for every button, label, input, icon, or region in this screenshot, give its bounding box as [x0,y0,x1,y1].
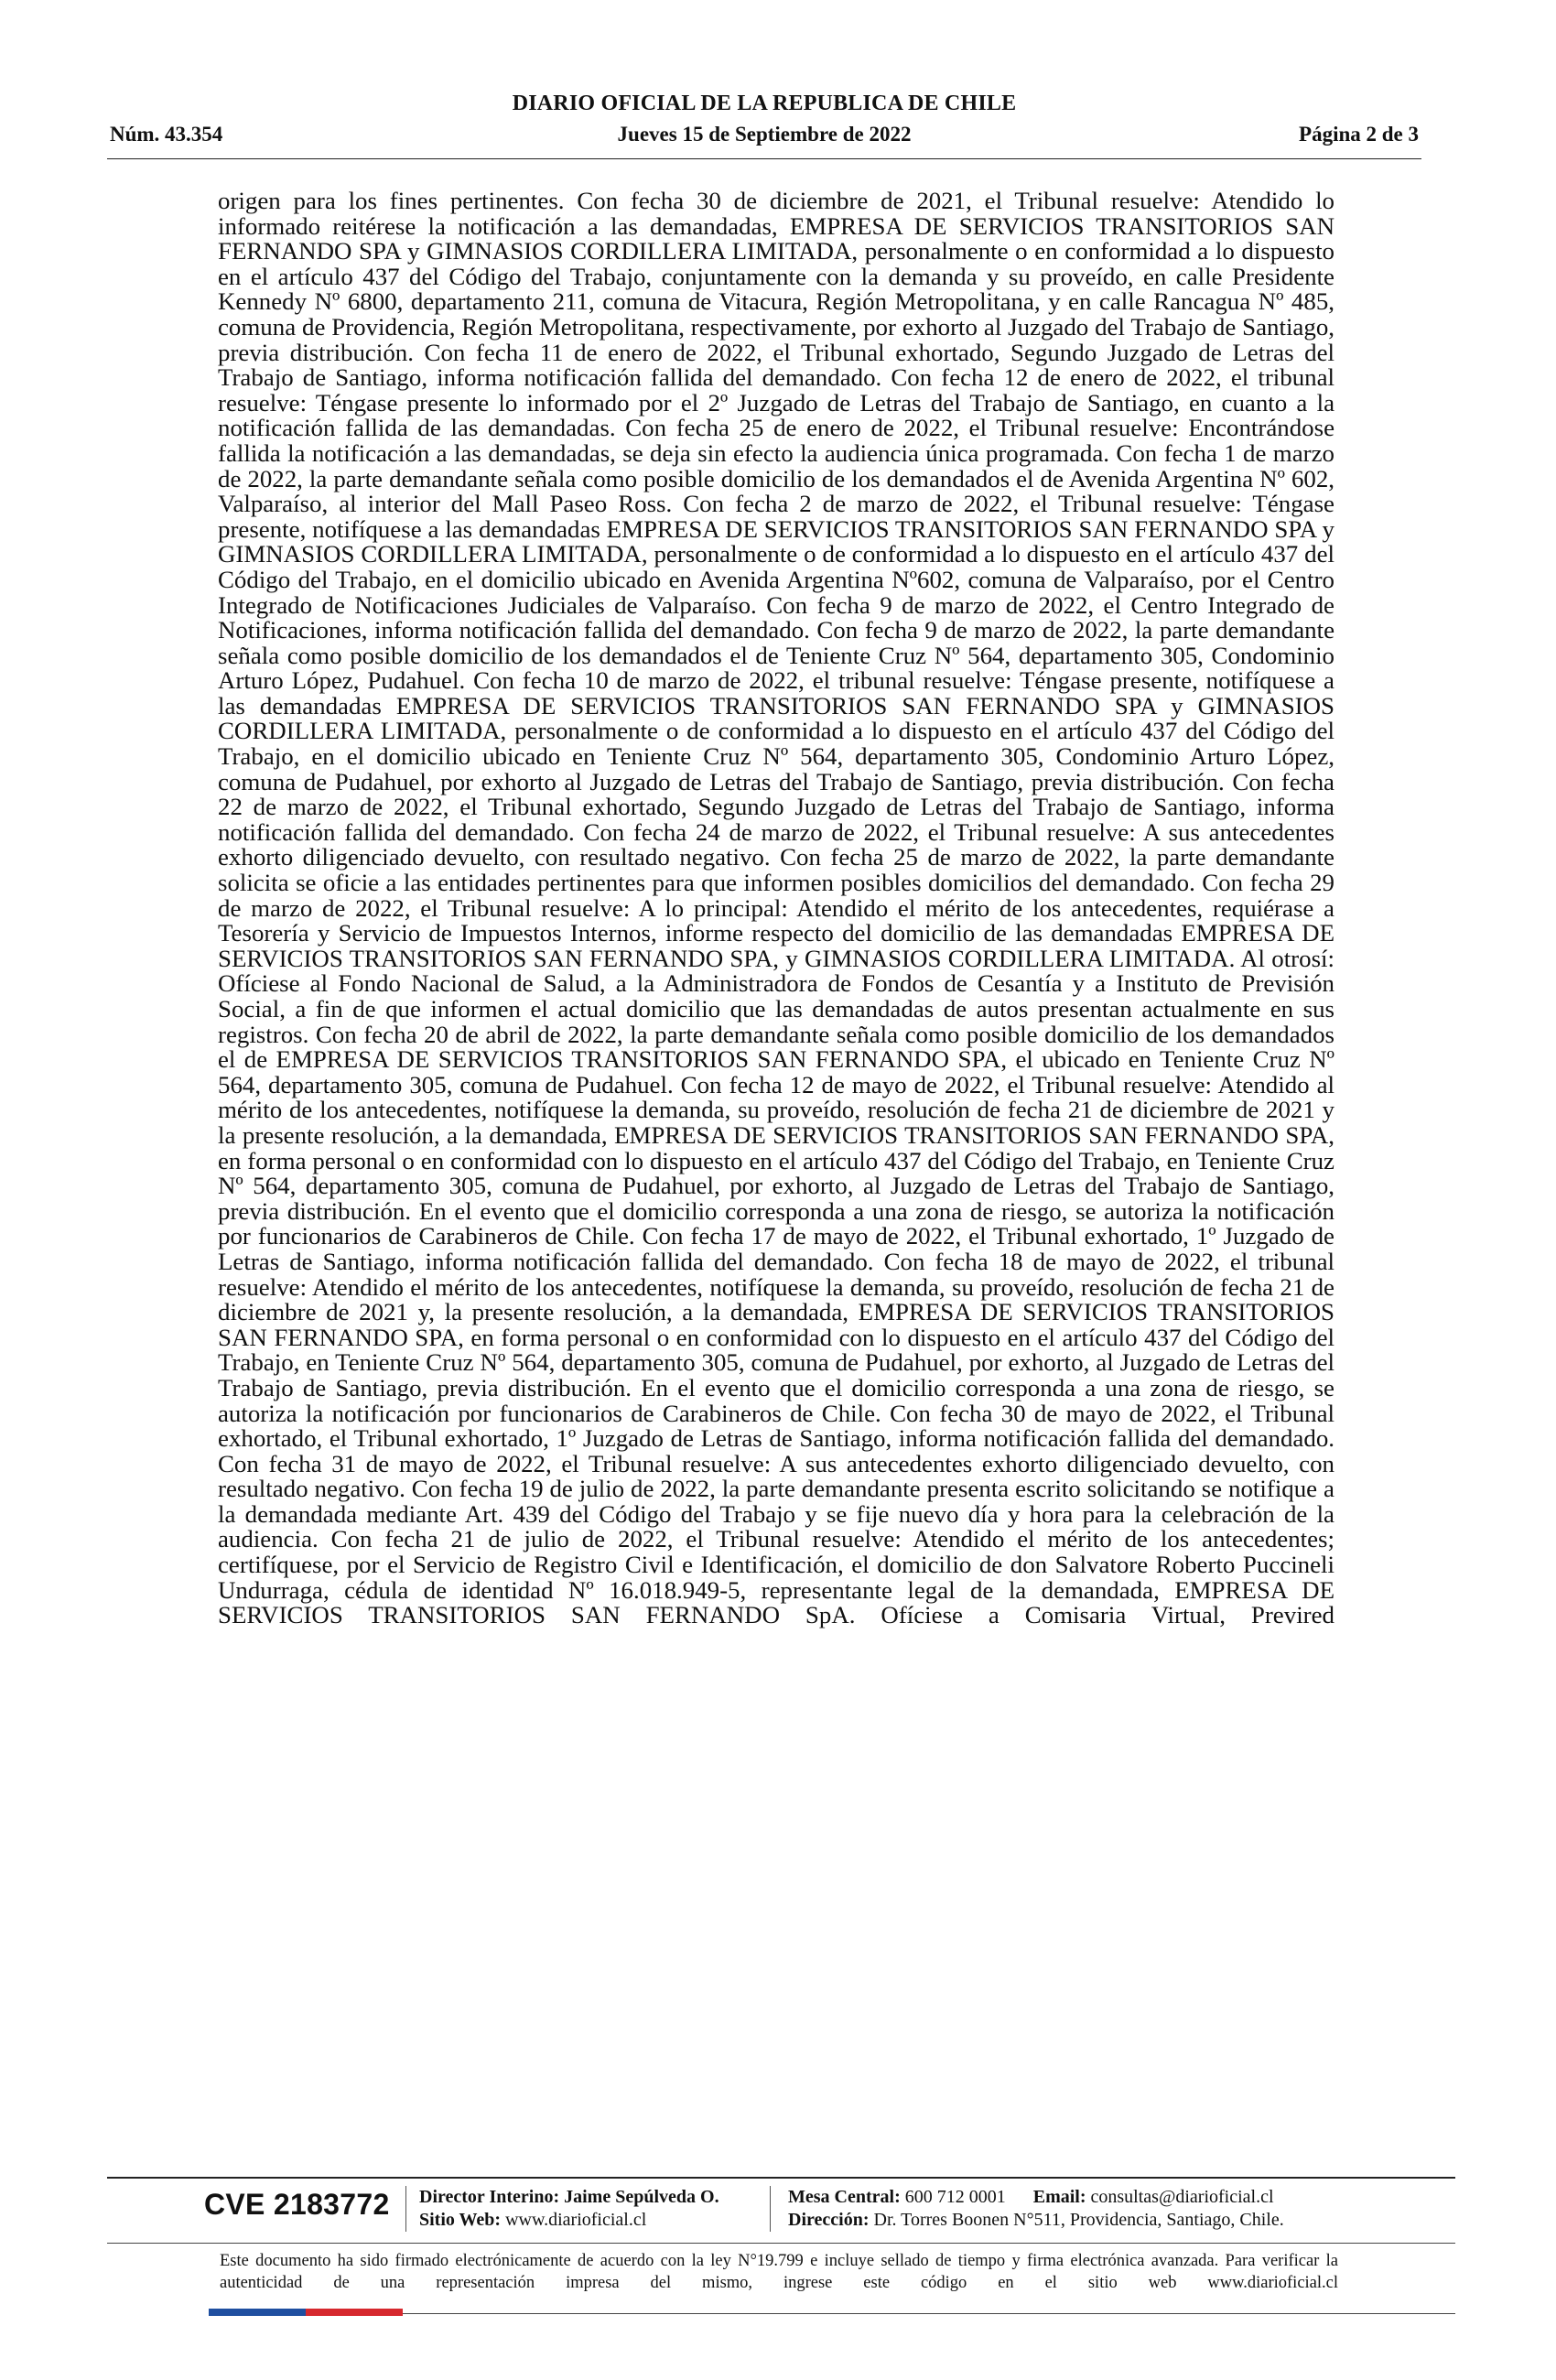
document-body-text: origen para los fines pertinentes. Con fecha 30 de diciembre de 2021, el Tribunal resuelve: Atendido lo informado reitérese la notificación a las demandadas, EMPRESA DE SERVICIOS TRANSITORIOS SAN FERNANDO SPA y GIMNASIOS CORDILLERA LIMITADA, personalmente o en conformidad a lo dispuesto en el artículo 437 del Código del Trabajo, conjuntamente con la demanda y su proveído, en calle Presidente Kennedy Nº 6800, departamento 211, comuna de Vitacura, Región Metropolitana, y en calle Rancagua Nº 485, comuna de Providencia, Región Metropolitana, respectivamente, por exhorto al Juzgado del Trabajo de Santiago, previa distribución. Con fecha 11 de enero de 2022, el Tribunal exhortado, Segundo Juzgado de Letras del Trabajo de Santiago, informa notificación fallida del demandado. Con fecha 12 de enero de 2022, el tribunal resuelve: Téngase presente lo informado por el 2º Juzgado de Letras del Trabajo de Santiago, en cuanto a la notificación fallida de las demandadas. Con fecha 25 de enero de 2022, el Tribunal resuelve: Encontrándose fallida la notificación a las demandadas, se deja sin efecto la audiencia única programada. Con fecha 1 de marzo de 2022, la parte demandante señala como posible domicilio de los demandados el de Avenida Argentina Nº 602, Valparaíso, al interior del Mall Paseo Ross. Con fecha 2 de marzo de 2022, el Tribunal resuelve: Téngase presente, notifíquese a las demandadas EMPRESA DE SERVICIOS TRANSITORIOS SAN FERNANDO SPA y GIMNASIOS CORDILLERA LIMITADA, personalmente o de conformidad a lo dispuesto en el artículo 437 del Código del Trabajo, en el domicilio ubicado en Avenida Argentina Nº602, comuna de Valparaíso, por el Centro Integrado de Notificaciones Judiciales de Valparaíso. Con fecha 9 de marzo de 2022, el Centro Integrado de Notificaciones, informa notificación fallida del demandado. Con fecha 9 de marzo de 2022, la parte demandante señala como posible domicilio de los demandados el de Teniente Cruz Nº 564, departamento 305, Condominio Arturo López, Pudahuel. Con fecha 10 de marzo de 2022, el tribunal resuelve: Téngase presente, notifíquese a las demandadas EMPRESA DE SERVICIOS TRANSITORIOS SAN FERNANDO SPA y GIMNASIOS CORDILLERA LIMITADA, personalmente o de conformidad a lo dispuesto en el artículo 437 del Código del Trabajo, en el domicilio ubicado en Teniente Cruz Nº 564, departamento 305, Condominio Arturo López, comuna de Pudahuel, por exhorto al Juzgado de Letras del Trabajo de Santiago, previa distribución. Con fecha 22 de marzo de 2022, el Tribunal exhortado, Segundo Juzgado de Letras del Trabajo de Santiago, informa notificación fallida del demandado. Con fecha 24 de marzo de 2022, el Tribunal resuelve: A sus antecedentes exhorto diligenciado devuelto, con resultado negativo. Con fecha 25 de marzo de 2022, la parte demandante solicita se oficie a las entidades pertinentes para que informen posibles domicilios del demandado. Con fecha 29 de marzo de 2022, el Tribunal resuelve: A lo principal: Atendido el mérito de los antecedentes, requiérase a Tesorería y Servicio de Impuestos Internos, informe respecto del domicilio de las demandadas EMPRESA DE SERVICIOS TRANSITORIOS SAN FERNANDO SPA, y GIMNASIOS CORDILLERA LIMITADA. Al otrosí: Ofíciese al Fondo Nacional de Salud, a la Administradora de Fondos de Cesantía y a Instituto de Previsión Social, a fin de que informen el actual domicilio que las demandadas de autos presentan actualmente en sus registros. Con fecha 20 de abril de 2022, la parte demandante señala como posible domicilio de los demandados el de EMPRESA DE SERVICIOS TRANSITORIOS SAN FERNANDO SPA, el ubicado en Teniente Cruz Nº 564, departamento 305, comuna de Pudahuel. Con fecha 12 de mayo de 2022, el Tribunal resuelve: Atendido al mérito de los antecedentes, notifíquese la demanda, su proveído, resolución de fecha 21 de diciembre de 2021 y la presente resolución, a la demandada, EMPRESA DE SERVICIOS TRANSITORIOS SAN FERNANDO SPA, en forma personal o en conformidad con lo dispuesto en el artículo 437 del Código del Trabajo, en Teniente Cruz Nº 564, departamento 305, comuna de Pudahuel, por exhorto, al Juzgado de Letras del Trabajo de Santiago, previa distribución. En el evento que el domicilio corresponda a una zona de riesgo, se autoriza la notificación por funcionarios de Carabineros de Chile. Con fecha 17 de mayo de 2022, el Tribunal exhortado, 1º Juzgado de Letras de Santiago, informa notificación fallida del demandado. Con fecha 18 de mayo de 2022, el tribunal resuelve: Atendido el mérito de los antecedentes, notifíquese la demanda, su proveído, resolución de fecha 21 de diciembre de 2021 y, la presente resolución, a la demandada, EMPRESA DE SERVICIOS TRANSITORIOS SAN FERNANDO SPA, en forma personal o en conformidad con lo dispuesto en el artículo 437 del Código del Trabajo, en Teniente Cruz Nº 564, departamento 305, comuna de Pudahuel, por exhorto, al Juzgado de Letras del Trabajo de Santiago, previa distribución. En el evento que el domicilio corresponda a una zona de riesgo, se autoriza la notificación por funcionarios de Carabineros de Chile. Con fecha 30 de mayo de 2022, el Tribunal exhortado, el Tribunal exhortado, 1º Juzgado de Letras de Santiago, informa notificación fallida del demandado. Con fecha 31 de mayo de 2022, el Tribunal resuelve: A sus antecedentes exhorto diligenciado devuelto, con resultado negativo. Con fecha 19 de julio de 2022, la parte demandante presenta escrito solicitando se notifique a la demandada mediante Art. 439 del Código del Trabajo y se fije nuevo día y hora para la celebración de la audiencia. Con fecha 21 de julio de 2022, el Tribunal resuelve: Atendido el mérito de los antecedentes; certifíquese, por el Servicio de Registro Civil e Identificación, el domicilio de don Salvatore Roberto Puccineli Undurraga, cédula de identidad Nº 16.018.949-5, representante legal de la demandada, EMPRESA DE SERVICIOS TRANSITORIOS SAN FERNANDO SpA. Ofíciese a Comisaria Virtual, Previred [218,187,1334,1629]
phone-value: 600 712 0001 [904,2187,1006,2207]
publication-title: DIARIO OFICIAL DE LA REPUBLICA DE CHILE [512,92,1017,115]
page-header [110,92,1419,156]
page-number: Página 2 de 3 [1299,123,1419,146]
email-link[interactable]: consultas@diarioficial.cl [1090,2187,1274,2207]
address-label: Dirección: [788,2210,870,2230]
flag-color-strip [209,2309,403,2316]
footer-contact-left [419,2186,719,2232]
director-label: Director Interino: [419,2187,560,2207]
issue-number: Núm. 43.354 [110,123,223,146]
email-label: Email: [1032,2187,1086,2207]
address-value: Dr. Torres Boonen N°511, Providencia, Santiago, Chile. [873,2210,1284,2230]
cve-code: CVE 2183772 [204,2188,390,2221]
header-divider [107,158,1421,159]
website-link[interactable]: www.diarioficial.cl [505,2210,647,2230]
director-name: Jaime Sepúlveda O. [564,2187,719,2207]
footer-divider-middle [107,2243,1455,2244]
footer-contact-right [788,2186,1284,2232]
footer-divider-bottom [403,2313,1455,2314]
director-line [419,2186,719,2209]
footer-separator [405,2186,406,2232]
flag-red-segment [306,2309,403,2316]
flag-blue-segment [209,2309,306,2316]
electronic-signature-notice: Este documento ha sido firmado electrónicamente de acuerdo con la ley N°19.799 e incluye sellado de tiempo y firma electrónica avanzada. Para verificar la autenticidad de una representación impresa del mismo, ingrese este código en el sitio web www.diarioficial.cl [220,2252,1338,2292]
website-line [419,2209,719,2232]
footer-info [107,2179,1455,2241]
footer-separator [770,2186,771,2232]
issue-date: Jueves 15 de Septiembre de 2022 [617,123,912,146]
address-line [788,2209,1284,2232]
website-label: Sitio Web: [419,2210,502,2230]
phone-email-line [788,2186,1284,2209]
phone-label: Mesa Central: [788,2187,901,2207]
